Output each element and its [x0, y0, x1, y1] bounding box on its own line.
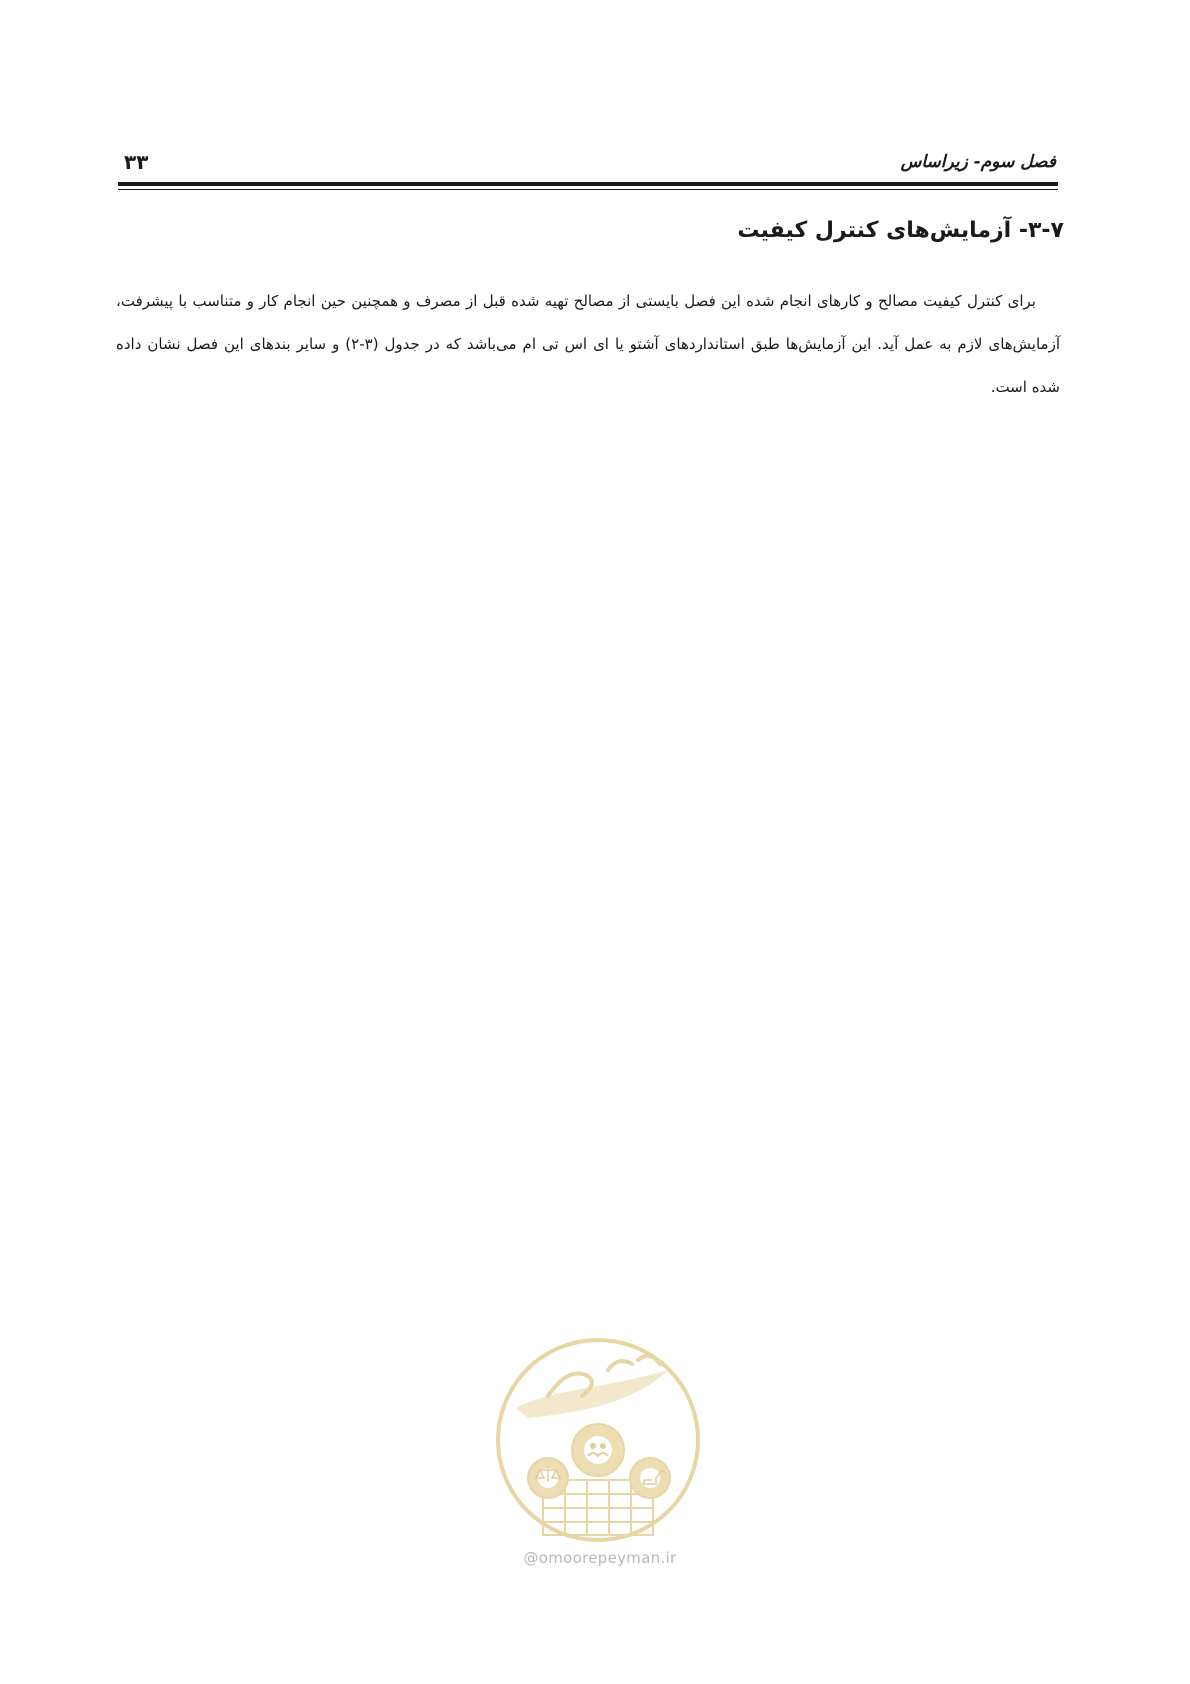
watermark-logo	[488, 1330, 708, 1570]
running-title: فصل سوم- زیراساس	[900, 152, 1056, 172]
header-rule-thick	[118, 182, 1058, 186]
body-paragraph: برای کنترل کیفیت مصالح و کارهای انجام شده این فصل بایستی از مصالح تهیه شده قبل از مصرف و همچنین حین انجام کار و متناسب با پیشرفت، آزمایش‌های لازم به عمل آید. این آزمایش‌ها طبق استانداردهای آشتو یا ای اس تی ام می‌باشد که در جدول (۳-۲) و سایر بندهای این فصل نشان داده شده است.	[116, 292, 1060, 396]
section-heading: ۳-۷- آزمایش‌های کنترل کیفیت	[737, 218, 1064, 243]
page-header	[118, 148, 1058, 182]
page-number: ۳۳	[124, 150, 149, 174]
watermark-caption: @omoorepeyman.ir	[523, 1549, 677, 1567]
header-rule-thin	[118, 189, 1058, 190]
